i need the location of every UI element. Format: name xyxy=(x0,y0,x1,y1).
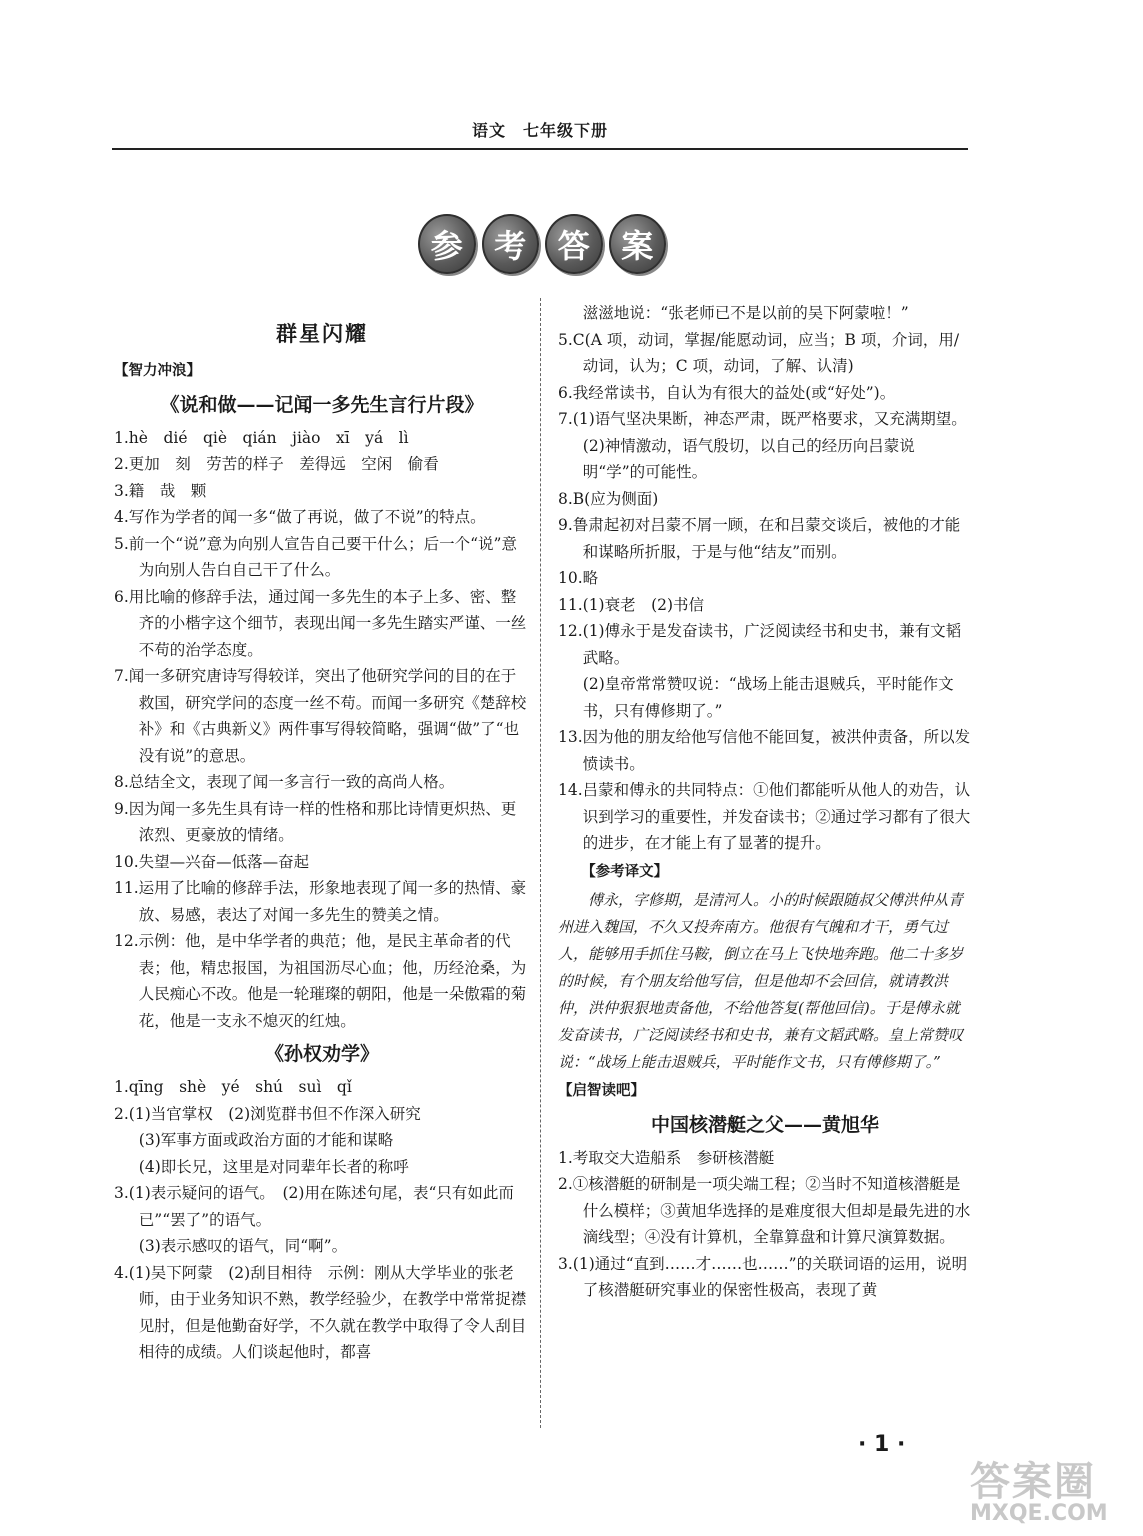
answer-item: (4)即长兄，这里是对同辈年长者的称呼 xyxy=(138,1157,409,1176)
answer-item: 1.qīng shè yé shú suì qǐ xyxy=(114,1078,352,1096)
banner-char: 答 xyxy=(545,214,603,274)
answer-item: 7.闻一多研究唐诗写得较详，突出了他研究学问的目的在于救国，研究学问的态度一丝不苟。而闻一多研究《楚辞校补》和《古典新义》两件事写得较简略，强调“做”了“也没有说”的意思。 xyxy=(114,667,527,765)
tag-qizhi: 【启智读吧】 xyxy=(558,1083,645,1099)
answer-item: 4.写作为学者的闻一多“做了再说，做了不说”的特点。 xyxy=(114,508,486,526)
answer-item: 12.示例：他，是中华学者的典范；他，是民主革命者的代表；他，精忠报国，为祖国沥尽心血；他，历经沧桑，为人民痴心不改。他是一轮璀璨的朝阳，他是一朵傲霜的菊花，他是一支永不熄灭的红烛。 xyxy=(114,932,527,1030)
answer-item: 3.籍 哉 颗 xyxy=(114,481,207,500)
page-header: 语文 七年级下册 xyxy=(471,121,608,140)
reference-translation: 傅永，字修期，是清河人。小的时候跟随叔父傅洪仲从青州进入魏国，不久又投奔南方。他很有气魄和才干，勇气过人，能够用手抓住马鞍，倒立在马上飞快地奔跑。他二十多岁的时候，有个朋友给他写信，但是他却不会回信，就请教洪仲，洪仲狠狠地责备他，不给他答复(帮他回信)。于是傅永就发奋读书，广泛阅读经书和史书，兼有文韬武略。皇上常赞叹说：“战场上能击退贼兵，平时能作文书，只有傅修期了。” xyxy=(558,891,964,1071)
section-title: 群星闪耀 xyxy=(276,321,368,346)
banner-char: 参 xyxy=(418,214,476,274)
answer-item: 8.B(应为侧面) xyxy=(558,489,659,508)
answer-item: 12.(1)傅永于是发奋读书，广泛阅读经书和史书，兼有文韬武略。 xyxy=(558,622,962,667)
answer-item: 9.鲁肃起初对吕蒙不屑一顾，在和吕蒙交谈后，被他的才能和谋略所折服，于是与他“结友”而别。 xyxy=(558,516,961,561)
answer-item: (2)皇帝常常赞叹说：“战场上能击退贼兵，平时能作文书，只有傅修期了。” xyxy=(582,675,954,720)
answer-item: 6.我经常读书，自认为有很大的益处(或“好处”)。 xyxy=(558,383,896,402)
answer-item: 滋滋地说：“张老师已不是以前的吴下阿蒙啦！” xyxy=(582,304,909,322)
answer-item: 13.因为他的朋友给他写信他不能回复，被洪仲责备，所以发愤读书。 xyxy=(558,728,971,773)
answer-item: 4.(1)吴下阿蒙 (2)刮目相待 示例：刚从大学毕业的张老师，由于业务知识不熟，教学经验少，在教学中常常捉襟见肘，但是他勤奋好学，不久就在教学中取得了令人刮目相待的成绩。人们谈起他时，都喜 xyxy=(114,1263,527,1361)
answer-item: 5.前一个“说”意为向别人宣告自己要干什么；后一个“说”意为向别人告白自己干了什么。 xyxy=(114,534,517,579)
answer-item: 5.C(A 项，动词，掌握/能愿动词，应当；B 项，介词，用/动词，认为；C 项，动词，了解、认清) xyxy=(558,330,960,375)
banner-char: 考 xyxy=(482,214,540,274)
answer-item: 6.用比喻的修辞手法，通过闻一多先生的本子上多、密、整齐的小楷字这个细节，表现出闻一多先生踏实严谨、一丝不苟的治学态度。 xyxy=(114,587,527,659)
page-number: · 1 · xyxy=(858,1432,906,1457)
watermark-url: MXQE.COM xyxy=(970,1501,1108,1526)
answer-item: 1.考取交大造船系 参研核潜艇 xyxy=(558,1148,775,1167)
answer-item: 14.吕蒙和傅永的共同特点：①他们都能听从他人的劝告，认识到学习的重要性，并发奋读书；②通过学习都有了很大的进步，在才能上有了显著的提升。 xyxy=(558,781,971,852)
answer-item: 8.总结全文，表现了闻一多言行一致的高尚人格。 xyxy=(114,773,455,791)
answer-item: 10.失望—兴奋—低落—奋起 xyxy=(114,852,310,871)
answer-item: 11.运用了比喻的修辞手法，形象地表现了闻一多的热情、豪放、易感，表达了对闻一多先生的赞美之情。 xyxy=(114,879,527,924)
answer-item: (3)军事方面或政治方面的才能和谋略 xyxy=(138,1131,394,1149)
answer-item: (3)表示感叹的语气，同“啊”。 xyxy=(138,1237,348,1255)
tag-zhili: 【智力冲浪】 xyxy=(114,363,201,379)
answer-item: 3.(1)通过“直到……才……也……”的关联词语的运用，说明了核潜艇研究事业的保密性极高，表现了黄 xyxy=(558,1254,968,1299)
article-title-shuo-he-zuo: 《说和做——记闻一多先生言行片段》 xyxy=(160,393,484,416)
answer-item: 2.①核潜艇的研制是一项尖端工程；②当时不知道核潜艇是什么模样；③黄旭华选择的是难度很大但却是最先进的水滴线型；④没有计算机，全靠算盘和计算尺演算数据。 xyxy=(558,1175,971,1246)
article-title-huang-xuhua: 中国核潜艇之父——黄旭华 xyxy=(650,1113,879,1136)
answer-item: 11.(1)衰老 (2)书信 xyxy=(558,595,705,614)
left-column xyxy=(114,310,530,1366)
article-title-sun-quan: 《孙权劝学》 xyxy=(264,1043,379,1065)
answer-banner xyxy=(418,214,666,274)
answer-item: 7.(1)语气坚决果断，神态严肃，既严格要求，又充满期望。 (2)神情激动，语气殷切，以自己的经历向吕蒙说明“学”的可能性。 xyxy=(558,410,975,481)
right-column xyxy=(558,300,975,1304)
answer-item: 9.因为闻一多先生具有诗一样的性格和那比诗情更炽热、更浓烈、更豪放的情绪。 xyxy=(114,799,517,844)
answer-item: 2.更加 刻 劳苦的样子 差得远 空闲 偷看 xyxy=(114,455,439,473)
answer-item: 1.hè dié qiè qián jiào xī yá lì xyxy=(114,428,409,447)
banner-char: 案 xyxy=(609,214,667,274)
watermark-logo xyxy=(970,1450,1140,1530)
column-divider xyxy=(540,298,541,1428)
header-rule xyxy=(112,148,968,150)
tag-yiwen: 【参考译文】 xyxy=(581,863,669,880)
answer-item: 2.(1)当官掌权 (2)浏览群书但不作深入研究 xyxy=(114,1104,421,1123)
watermark-text: 答案圈 xyxy=(970,1459,1096,1505)
answer-item: 3.(1)表示疑问的语气。 (2)用在陈述句尾，表“只有如此而已”“罢了”的语气。 xyxy=(114,1184,514,1229)
answer-item: 10.略 xyxy=(558,569,599,587)
